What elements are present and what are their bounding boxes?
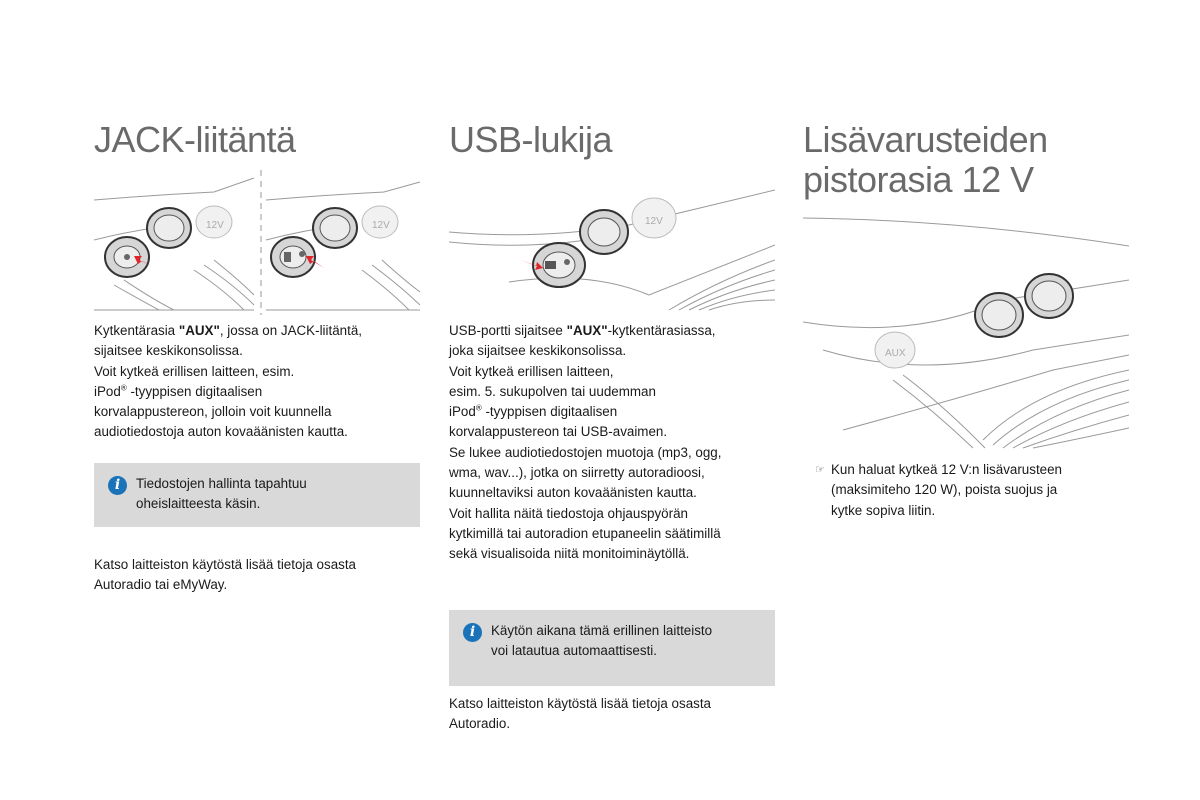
socket-line2: (maksimiteho 120 W), poista suojus ja <box>831 482 1058 498</box>
socket-title-line1: Lisävarusteiden <box>803 119 1048 160</box>
socket-aux-text: AUX <box>885 348 906 359</box>
usb-description <box>449 321 779 565</box>
usb-desc-line12: sekä visualisoida niitä monitoiminäytöllä. <box>449 546 690 562</box>
jack-12v-text-left: 12V <box>206 220 224 231</box>
jack-ipod: iPod <box>94 383 121 399</box>
jack-desc-label: Kytkentärasia <box>94 323 179 338</box>
socket-line3: kytke sopiva liitin. <box>831 502 936 518</box>
info-icon: i <box>108 476 127 495</box>
usb-desc-line3: Voit kytkeä erillisen laitteen, <box>449 363 614 379</box>
usb-ipod: iPod <box>449 404 476 420</box>
usb-aux-bold: "AUX" <box>566 323 608 338</box>
usb-12v-text: 12V <box>645 216 663 227</box>
usb-desc-line9: kuunneltaviksi auton kovaäänisten kautta. <box>449 485 697 501</box>
usb-desc-line10: Voit hallita näitä tiedostoja ohjauspyörän <box>449 505 688 521</box>
jack-ipod-reg: ® <box>120 383 127 393</box>
jack-note-line1: Tiedostojen hallinta tapahtuu <box>136 476 307 491</box>
usb-reference <box>449 694 779 735</box>
socket-illustration <box>803 210 1129 450</box>
usb-desc-line4: esim. 5. sukupolven tai uudemman <box>449 383 656 399</box>
usb-desc-l1c: -kytkentärasiassa, <box>607 323 716 338</box>
jack-info-note <box>94 463 420 527</box>
jack-ref-line2: Autoradio tai eMyWay. <box>94 577 228 593</box>
jack-ref-line1: Katso laitteiston käytöstä lisää tietoja osasta <box>94 557 357 572</box>
usb-title: USB-lukija <box>449 119 613 160</box>
jack-note-line2: oheislaitteesta käsin. <box>136 496 261 512</box>
jack-reference <box>94 555 424 596</box>
usb-desc-line7: Se lukee audiotiedostojen muotoja (mp3, ogg, <box>449 444 722 460</box>
jack-title: JACK-liitäntä <box>94 119 296 160</box>
usb-desc-l1a: USB-portti sijaitsee <box>449 323 567 338</box>
usb-desc-line5: -tyyppisen digitaalisen <box>481 404 618 420</box>
socket-line1: Kun haluat kytkeä 12 V:n lisävarusteen <box>831 462 1063 477</box>
usb-ref-line2: Autoradio. <box>449 716 511 732</box>
jack-desc-line6: audiotiedostoja auton kovaäänisten kautta. <box>94 424 348 440</box>
usb-desc-line8: wma, wav...), jotka on siirretty autoradioosi, <box>449 465 705 481</box>
jack-illustration <box>94 170 424 320</box>
jack-desc-line3: Voit kytkeä erillisen laitteen, esim. <box>94 363 295 379</box>
socket-instructions <box>803 460 1133 521</box>
usb-illustration <box>449 170 775 315</box>
socket-title <box>803 120 1048 200</box>
usb-ref-line1: Katso laitteiston käytöstä lisää tietoja osasta <box>449 696 712 711</box>
usb-desc-line2: joka sijaitsee keskikonsolissa. <box>449 343 627 359</box>
pointing-hand-icon: ☞ <box>815 464 825 476</box>
usb-desc-line6: korvalappustereon tai USB-avaimen. <box>449 424 668 440</box>
jack-desc-line4: -tyyppisen digitaalisen <box>126 383 263 399</box>
jack-desc-line2: sijaitsee keskikonsolissa. <box>94 343 243 359</box>
jack-12v-text-right: 12V <box>372 220 390 231</box>
info-icon: i <box>463 623 482 642</box>
jack-desc-line5: korvalappustereon, jolloin voit kuunnella <box>94 404 332 420</box>
usb-info-note <box>449 610 775 686</box>
jack-aux-bold: "AUX" <box>178 323 220 338</box>
usb-note-line2: voi latautua automaattisesti. <box>491 643 657 659</box>
socket-title-line2: pistorasia 12 V <box>803 159 1034 200</box>
usb-ipod-reg: ® <box>475 403 482 413</box>
jack-description <box>94 321 424 443</box>
usb-desc-line11: kytkimillä tai autoradion etupaneelin säätimillä <box>449 525 721 541</box>
jack-desc-rest: , jossa on JACK-liitäntä, <box>219 323 362 338</box>
usb-note-line1: Käytön aikana tämä erillinen laitteisto <box>491 623 713 638</box>
